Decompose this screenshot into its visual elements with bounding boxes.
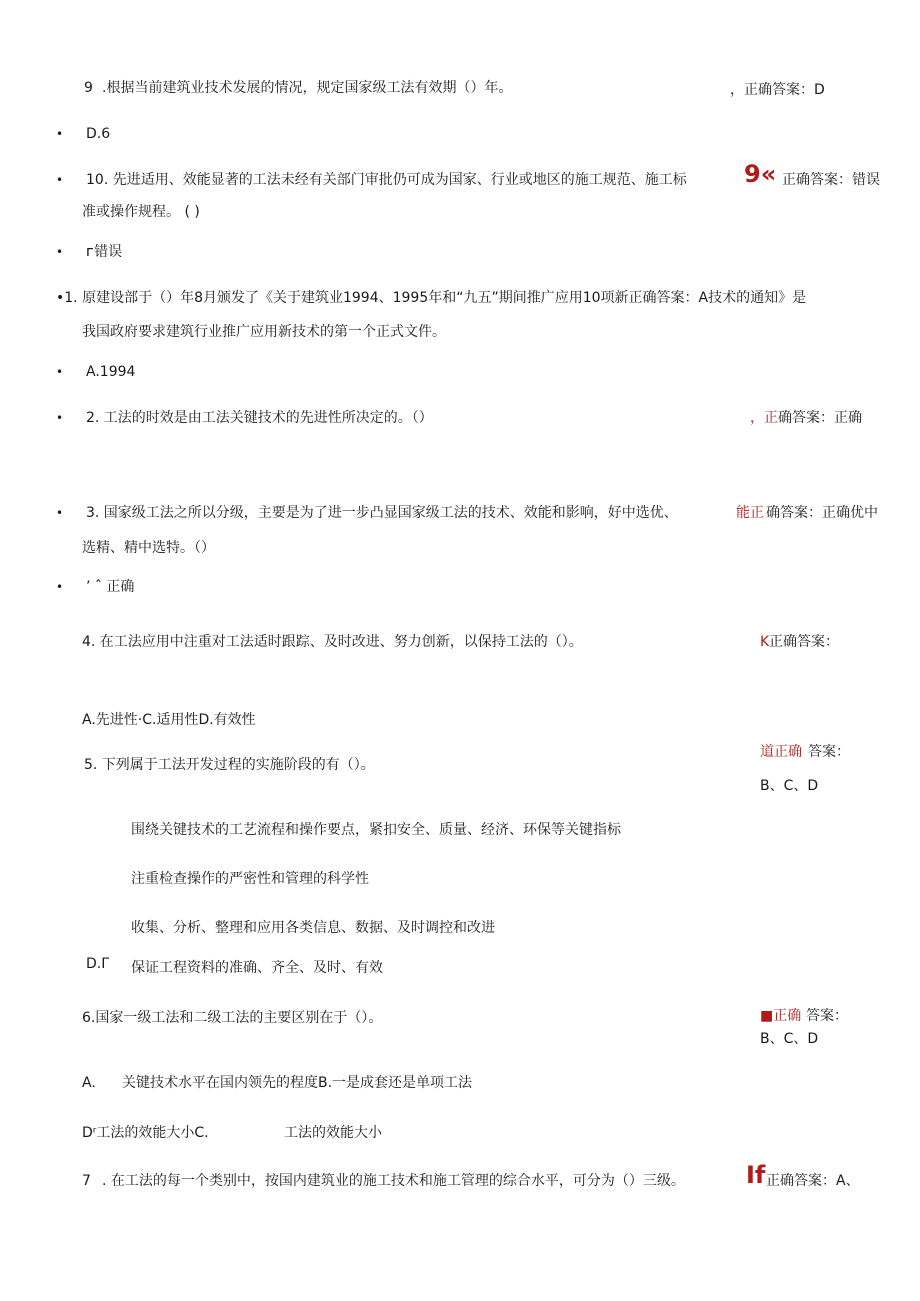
- q10-mark: 9«: [744, 160, 777, 188]
- s5-option-3: 收集、分析、整理和应用各类信息、数据、及时调控和改进: [131, 920, 495, 936]
- bullet: •: [56, 173, 64, 187]
- s6-question: 6.国家一级工法和二级工法的主要区别在于（）。: [82, 1010, 383, 1026]
- q9-number: 9: [84, 80, 93, 96]
- s5-option-2: 注重检查操作的严密性和管理的科学性: [131, 871, 369, 887]
- s7-question: . 在工法的每一个类别中，按国内建筑业的施工技术和施工管理的综合水平，可分为（）三级。: [102, 1173, 685, 1189]
- s4-mark: K: [760, 634, 770, 650]
- s2-answer: 确答案：正确: [778, 410, 862, 426]
- bullet: •: [56, 411, 64, 425]
- q9-question: .根据当前建筑业技术发展的情况，规定国家级工法有效期（）年。: [102, 80, 513, 96]
- q9-answer: ，正确答案：D: [730, 82, 825, 98]
- bullet: •: [56, 506, 64, 520]
- s6-option-a: 关键技术水平在国内领先的程度B.一是成套还是单项工法: [122, 1075, 473, 1091]
- s7-number: 7: [82, 1173, 91, 1189]
- bullet: •: [56, 580, 64, 594]
- s7-mark: If: [746, 1161, 766, 1189]
- s5-option-1: 围绕关键技术的工艺流程和操作要点，紧扣安全、质量、经济、环保等关键指标: [131, 822, 621, 838]
- s3-question-line1: 3. 国家级工法之所以分级，主要是为了进一步凸显国家级工法的技术、效能和影响，好中选优、: [86, 505, 678, 521]
- s3-choice: ’ ˆ 正确: [86, 579, 135, 595]
- s1-question-line2: 我国政府要求建筑行业推广应用新技术的第一个正式文件。: [82, 324, 446, 340]
- s3-question-line2: 选精、精中选特。（）: [82, 540, 215, 556]
- q9-choice: D.6: [86, 126, 111, 142]
- s4-choices: A.先进性·C.适用性D.有效性: [82, 712, 256, 728]
- s1-choice: A.1994: [86, 364, 136, 380]
- s5-answer-value: B、C、D: [760, 778, 819, 794]
- q10-answer: 正确答案：错误: [782, 172, 880, 188]
- q10-choice: ᴦ错误: [86, 244, 123, 260]
- s4-question: 4. 在工法应用中注重对工法适时跟踪、及时改进、努力创新，以保持工法的（）。: [82, 634, 583, 650]
- s5-option-4: 保证工程资料的准确、齐全、及时、有效: [131, 960, 383, 976]
- s3-mark: 能正: [736, 505, 764, 521]
- s6-answer-value: B、C、D: [760, 1031, 819, 1047]
- s5-option-4-label: D.Γ: [86, 956, 110, 972]
- s5-question: 5. 下列属于工法开发过程的实施阶段的有（）。: [84, 757, 375, 773]
- s1-question-line1: •1. 原建设部于（）年8月颁发了《关于建筑业1994、1995年和“九五”期间推广应用10项新正确答案：A技术的通知》是: [56, 290, 807, 306]
- s3-answer: 确答案：正确优中: [766, 505, 878, 521]
- s6-mark: ■正确: [760, 1008, 802, 1024]
- s6-option-d: Dʳ工法的效能大小C.: [82, 1125, 209, 1141]
- s4-answer: 正确答案：: [769, 634, 839, 650]
- s5-mark: 道正确: [760, 744, 802, 760]
- s2-question: 2. 工法的时效是由工法关键技术的先进性所决定的。（）: [86, 410, 433, 426]
- bullet: •: [56, 245, 64, 259]
- q10-question-line2: 准或操作规程。 ( ): [82, 204, 200, 220]
- s6-option-c: 工法的效能大小: [284, 1125, 382, 1141]
- s6-option-a-label: A.: [82, 1075, 96, 1091]
- q10-question-line1: 10. 先进适用、效能显著的工法未经有关部门审批仍可成为国家、行业或地区的施工规范、施工标: [86, 172, 687, 188]
- s7-answer: 正确答案：A、: [766, 1173, 860, 1189]
- bullet: •: [56, 127, 64, 141]
- s2-mark: ，正: [750, 410, 778, 426]
- bullet: •: [56, 365, 64, 379]
- s6-answer: 答案：: [806, 1008, 848, 1024]
- s5-answer: 答案：: [808, 744, 850, 760]
